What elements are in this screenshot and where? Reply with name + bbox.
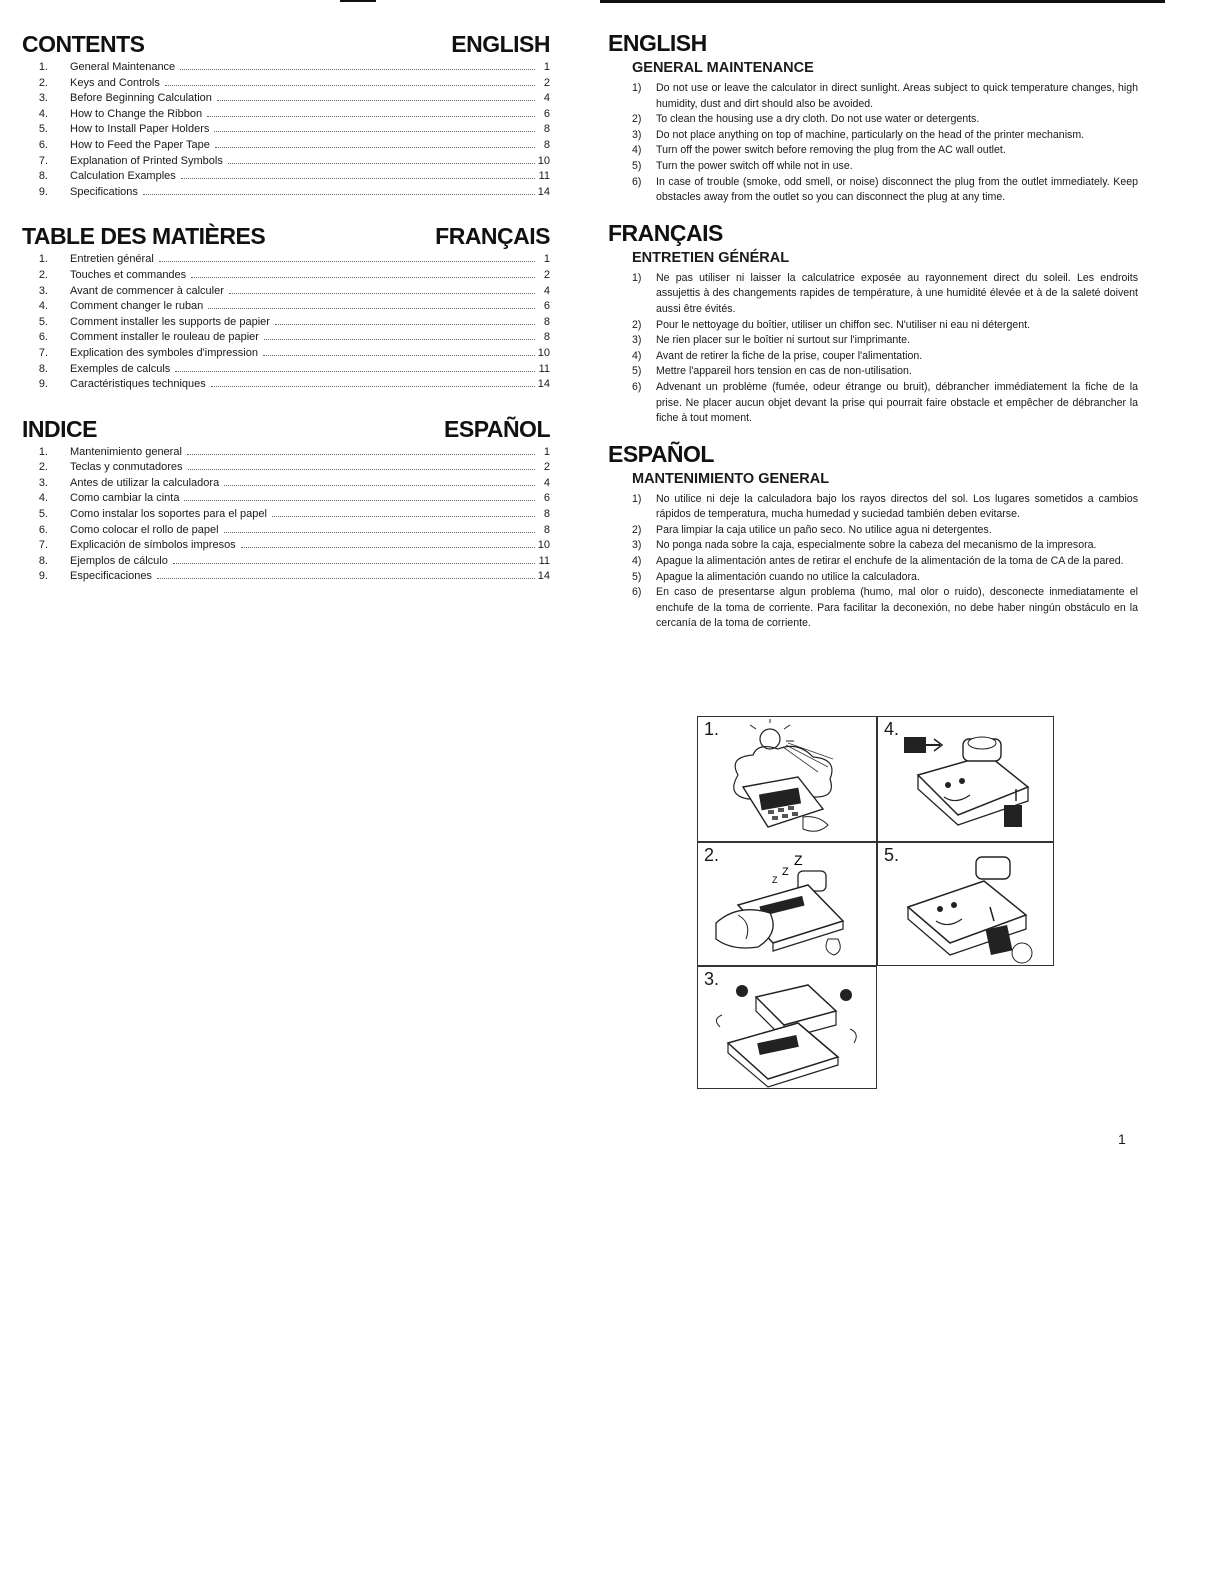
- toc-entry[interactable]: [22, 569, 550, 585]
- toc-entry[interactable]: [22, 122, 550, 138]
- maintenance-item-text: Pour le nettoyage du boîtier, utiliser un chiffon sec. N'utiliser ni eau ni détergent.: [656, 318, 1031, 331]
- maintenance-item: [608, 349, 1138, 365]
- toc-entry-number: 2.: [38, 461, 48, 474]
- toc-leader-dots: [275, 324, 535, 325]
- toc-entry-page: 4: [543, 92, 550, 105]
- toc-entry-number: 6.: [38, 331, 48, 344]
- unplug-calculator-icon: [878, 717, 1054, 842]
- toc-entry-number: 7.: [38, 539, 48, 552]
- toc-entry-title: Especificaciones: [70, 570, 152, 583]
- toc-entry-page: 8: [543, 138, 550, 151]
- toc-entry-page: 2: [543, 76, 550, 89]
- toc-entry-title: Explication des symboles d'impression: [70, 346, 258, 359]
- cleaning-calculator-icon: [698, 843, 877, 966]
- toc-entry-page: 10: [537, 154, 550, 167]
- toc-entry-number: 1.: [38, 445, 48, 458]
- panel-2: [697, 842, 877, 966]
- toc-leader-dots: [165, 85, 535, 86]
- toc-list: [22, 445, 550, 585]
- maintenance-item-number: 3): [632, 334, 642, 347]
- toc-entry-page: 11: [538, 362, 550, 375]
- toc-entry-number: 8.: [38, 362, 48, 375]
- toc-language: FRANÇAIS: [435, 223, 550, 250]
- toc-entry-page: 6: [543, 492, 550, 505]
- section-subtitle: GENERAL MAINTENANCE: [632, 60, 814, 76]
- maintenance-item: [608, 333, 1138, 349]
- page-number: 1: [1118, 1131, 1126, 1147]
- toc-entry-number: 4.: [38, 300, 48, 313]
- toc-entry-page: 6: [543, 107, 550, 120]
- toc-leader-dots: [224, 485, 535, 486]
- top-rule-short: [340, 0, 376, 2]
- section-language-heading: FRANÇAIS: [608, 219, 723, 246]
- panel-label: 1.: [704, 719, 720, 739]
- toc-entry-page: 8: [543, 123, 550, 136]
- toc-entry[interactable]: [22, 445, 550, 461]
- toc-entry-page: 8: [543, 331, 550, 344]
- maintenance-item-number: 5): [632, 159, 642, 172]
- maintenance-item: [608, 523, 1138, 539]
- toc-entry-page: 1: [543, 445, 550, 458]
- maintenance-item-text: No utilice ni deje la calculadora bajo los rayos directos del sol. Los lugares sometidos a cambios rápidos de temperatura, mucha humedad y suciedad también deben evitarse.: [656, 492, 1138, 521]
- toc-entry[interactable]: [22, 91, 550, 107]
- toc-leader-dots: [264, 339, 535, 340]
- toc-leader-dots: [211, 386, 535, 387]
- section-subtitle: MANTENIMIENTO GENERAL: [632, 470, 830, 487]
- toc-entry-page: 4: [543, 476, 550, 489]
- toc-entry-page: 8: [543, 315, 550, 328]
- toc-entry-title: Entretien général: [70, 253, 154, 266]
- maintenance-item-text: Turn off the power switch before removing the plug from the AC wall outlet.: [656, 144, 1006, 157]
- maintenance-item-number: 6): [632, 175, 642, 188]
- toc-entry-number: 6.: [38, 523, 48, 536]
- panel-label: 4.: [884, 719, 900, 739]
- svg-text:Z: Z: [772, 875, 778, 885]
- toc-entry[interactable]: [22, 377, 550, 393]
- maintenance-item-number: 3): [632, 128, 642, 141]
- toc-entry-page: 11: [538, 170, 550, 183]
- maintenance-item-number: 4): [632, 555, 642, 568]
- toc-entry-number: 1.: [38, 61, 48, 73]
- maintenance-item-number: 4): [632, 349, 642, 362]
- toc-entry-title: Specifications: [70, 185, 138, 198]
- toc-entry[interactable]: [22, 315, 550, 331]
- maintenance-item-number: 5): [632, 365, 642, 378]
- toc-language: ESPAÑOL: [444, 415, 550, 442]
- toc-entry-number: 9.: [38, 570, 48, 583]
- toc-entry-number: 6.: [38, 138, 48, 151]
- maintenance-item-number: 1): [632, 82, 642, 94]
- toc-title: CONTENTS: [22, 31, 145, 57]
- svg-text:Z: Z: [782, 866, 789, 878]
- toc-entry[interactable]: [22, 284, 550, 300]
- maintenance-item-text: No ponga nada sobre la caja, especialmente sobre la cabeza del mecanismo de la impresora.: [656, 539, 1097, 552]
- toc-entry-number: 5.: [38, 123, 48, 136]
- maintenance-item-number: 6): [632, 380, 642, 393]
- maintenance-item: [608, 271, 1138, 318]
- toc-entry-title: Ejemplos de cálculo: [70, 554, 168, 567]
- maintenance-item-number: 2): [632, 523, 642, 536]
- toc-entry-title: General Maintenance: [70, 61, 176, 73]
- toc-entry-page: 2: [543, 268, 550, 281]
- toc-entry-number: 5.: [38, 508, 48, 521]
- toc-entry-title: Comment installer les supports de papier: [70, 315, 270, 328]
- toc-entry-number: 3.: [38, 284, 48, 297]
- toc-entry-page: 11: [538, 554, 550, 567]
- maintenance-item: [608, 143, 1138, 159]
- section-english: [608, 28, 1138, 206]
- panel-1: [697, 716, 877, 842]
- toc-entry-title: Antes de utilizar la calculadora: [70, 476, 220, 489]
- maintenance-item-number: 2): [632, 318, 642, 331]
- section-subtitle: ENTRETIEN GÉNÉRAL: [632, 249, 790, 266]
- toc-entry-title: Explicación de símbolos impresos: [70, 539, 236, 552]
- toc-entry-title: Keys and Controls: [70, 76, 160, 89]
- maintenance-list: [608, 81, 1138, 206]
- toc-entry-page: 10: [537, 539, 550, 552]
- toc-entry-title: How to Change the Ribbon: [70, 107, 203, 120]
- maintenance-item: [608, 318, 1138, 334]
- toc-french: [22, 220, 550, 392]
- section-language-heading: ENGLISH: [608, 30, 707, 56]
- toc-entry[interactable]: [22, 60, 550, 76]
- maintenance-item-text: Ne pas utiliser ni laisser la calculatrice exposée au rayonnement direct du soleil. Les endroits assujettis à des changements rapides de température, à une humidité élevée et à de la saleté doivent aussi être évités.: [656, 271, 1138, 315]
- toc-entry-title: Como colocar el rollo de papel: [70, 523, 219, 536]
- toc-list: [22, 252, 550, 392]
- panel-label: 5.: [884, 845, 900, 865]
- toc-entry[interactable]: [22, 76, 550, 92]
- toc-entry[interactable]: [22, 491, 550, 507]
- toc-entry[interactable]: [22, 169, 550, 185]
- maintenance-item-text: Para limpiar la caja utilice un paño seco. No utilice agua ni detergentes.: [656, 523, 992, 536]
- top-rule-long: [600, 0, 1165, 3]
- toc-leader-dots: [208, 308, 535, 309]
- maintenance-item: [608, 380, 1138, 427]
- toc-leader-dots: [224, 532, 535, 533]
- toc-header: [22, 28, 550, 58]
- calculator-in-sun-icon: [698, 717, 877, 842]
- toc-entry[interactable]: [22, 330, 550, 346]
- toc-entry-title: Calculation Examples: [70, 170, 176, 183]
- toc-entry-number: 2.: [38, 76, 48, 89]
- toc-entry[interactable]: [22, 268, 550, 284]
- toc-entry[interactable]: [22, 299, 550, 315]
- toc-entry-title: Como cambiar la cinta: [70, 492, 180, 505]
- toc-entry-page: 8: [543, 523, 550, 536]
- maintenance-item-text: Advenant un problème (fumée, odeur étrange ou bruit), débrancher immédiatement la fiche de la prise. Ne placer aucun objet devant la prise qui pourrait faire obstacle et empêcher de débrancher la fiche à tout moment.: [656, 380, 1138, 425]
- toc-entry-number: 8.: [38, 554, 48, 567]
- toc-entry-page: 4: [543, 284, 550, 297]
- toc-entry-page: 6: [543, 300, 550, 313]
- toc-language: ENGLISH: [451, 31, 550, 57]
- toc-leader-dots: [263, 355, 535, 356]
- maintenance-item: [608, 81, 1138, 112]
- toc-entry-page: 14: [537, 570, 550, 583]
- toc-leader-dots: [187, 454, 535, 455]
- toc-entry-number: 2.: [38, 268, 48, 281]
- maintenance-item: [608, 570, 1138, 586]
- toc-leader-dots: [191, 277, 535, 278]
- maintenance-item-number: 5): [632, 570, 642, 583]
- toc-leader-dots: [157, 578, 535, 579]
- toc-title: TABLE DES MATIÈRES: [22, 223, 266, 250]
- maintenance-illustrations: [697, 716, 1054, 1089]
- toc-leader-dots: [228, 163, 535, 164]
- toc-entry-title: Caractéristiques techniques: [70, 378, 206, 391]
- maintenance-list: [608, 492, 1138, 632]
- toc-header: [22, 220, 550, 250]
- maintenance-item-number: 3): [632, 539, 642, 552]
- toc-entry-number: 3.: [38, 92, 48, 105]
- toc-entry[interactable]: [22, 107, 550, 123]
- toc-leader-dots: [159, 261, 535, 262]
- toc-entry[interactable]: [22, 523, 550, 539]
- toc-entry[interactable]: [22, 554, 550, 570]
- section-spanish: [608, 439, 1138, 632]
- contents-column: [22, 28, 550, 605]
- toc-entry-number: 1.: [38, 253, 48, 266]
- toc-leader-dots: [207, 116, 535, 117]
- toc-entry-number: 9.: [38, 185, 48, 198]
- panel-5: [877, 842, 1054, 966]
- maintenance-item-text: To clean the housing use a dry cloth. Do not use water or detergents.: [656, 113, 980, 126]
- maintenance-item-number: 6): [632, 586, 642, 599]
- toc-entry-title: Exemples de calculs: [70, 362, 171, 375]
- toc-entry[interactable]: [22, 185, 550, 201]
- maintenance-item-number: 4): [632, 144, 642, 157]
- toc-leader-dots: [143, 194, 535, 195]
- toc-leader-dots: [181, 178, 535, 179]
- toc-entry-page: 1: [543, 253, 550, 266]
- toc-entry-title: Como instalar los soportes para el papel: [70, 508, 267, 521]
- toc-leader-dots: [272, 516, 535, 517]
- maintenance-item: [608, 585, 1138, 632]
- toc-entry[interactable]: [22, 154, 550, 170]
- svg-text:Z: Z: [794, 852, 803, 868]
- maintenance-item-number: 2): [632, 113, 642, 126]
- section-french: [608, 218, 1138, 427]
- maintenance-item: [608, 112, 1138, 128]
- toc-entry-title: Explanation of Printed Symbols: [70, 154, 223, 167]
- toc-leader-dots: [229, 293, 535, 294]
- toc-entry-page: 14: [537, 378, 550, 391]
- toc-entry-title: Teclas y conmutadores: [70, 461, 183, 474]
- maintenance-item: [608, 554, 1138, 570]
- maintenance-item: [608, 128, 1138, 144]
- toc-entry-page: 8: [543, 508, 550, 521]
- toc-header: [22, 413, 550, 443]
- panel-3: [697, 966, 877, 1089]
- toc-entry[interactable]: [22, 138, 550, 154]
- toc-entry-title: Mantenimiento general: [70, 445, 182, 458]
- toc-entry-number: 9.: [38, 378, 48, 391]
- maintenance-item-text: Ne rien placer sur le boîtier ni surtout sur l'imprimante.: [656, 334, 911, 347]
- toc-entry[interactable]: [22, 460, 550, 476]
- panel-4: [877, 716, 1054, 842]
- toc-entry-page: 1: [543, 61, 550, 73]
- toc-entry[interactable]: [22, 538, 550, 554]
- maintenance-item-text: Apague la alimentación cuando no utilice la calculadora.: [656, 570, 920, 583]
- maintenance-item: [608, 159, 1138, 175]
- power-off-calculator-icon: [878, 843, 1054, 966]
- maintenance-list: [608, 271, 1138, 427]
- maintenance-item-text: Avant de retirer la fiche de la prise, couper l'alimentation.: [656, 349, 923, 362]
- toc-leader-dots: [214, 131, 535, 132]
- toc-entry-number: 4.: [38, 492, 48, 505]
- maintenance-item-number: 1): [632, 271, 642, 284]
- toc-entry-number: 8.: [38, 170, 48, 183]
- toc-entry-title: Touches et commandes: [70, 268, 187, 281]
- toc-leader-dots: [175, 371, 535, 372]
- maintenance-item-text: Do not use or leave the calculator in direct sunlight. Areas subject to quick temperature changes, high humidity, dust and dirt should also be avoided.: [656, 82, 1138, 110]
- toc-english: [22, 28, 550, 200]
- toc-entry-title: Before Beginning Calculation: [70, 92, 212, 105]
- toc-entry[interactable]: [22, 476, 550, 492]
- toc-entry-number: 4.: [38, 107, 48, 120]
- toc-list: [22, 60, 550, 200]
- toc-leader-dots: [180, 69, 535, 70]
- maintenance-item: [608, 492, 1138, 523]
- toc-entry-page: 14: [537, 185, 550, 198]
- maintenance-item-number: 1): [632, 492, 642, 505]
- toc-entry-page: 2: [543, 461, 550, 474]
- panel-label: 2.: [704, 845, 720, 865]
- toc-leader-dots: [188, 469, 536, 470]
- toc-spanish: [22, 413, 550, 585]
- maintenance-item: [608, 364, 1138, 380]
- maintenance-item: [608, 538, 1138, 554]
- toc-entry-number: 5.: [38, 315, 48, 328]
- toc-entry-number: 7.: [38, 154, 48, 167]
- maintenance-item-text: Apague la alimentación antes de retirar el enchufe de la alimentación de la toma de CA de la pared.: [656, 555, 1124, 568]
- toc-leader-dots: [184, 500, 535, 501]
- toc-entry-title: Avant de commencer à calculer: [70, 284, 224, 297]
- toc-entry-title: Comment installer le rouleau de papier: [70, 331, 259, 344]
- maintenance-item-text: Turn the power switch off while not in use.: [656, 159, 853, 172]
- maintenance-column: [608, 28, 1138, 640]
- maintenance-item: [608, 175, 1138, 206]
- panel-label: 3.: [704, 969, 720, 989]
- section-language-heading: ESPAÑOL: [608, 440, 714, 467]
- toc-leader-dots: [217, 100, 535, 101]
- toc-leader-dots: [241, 547, 535, 548]
- toc-entry-title: How to Feed the Paper Tape: [70, 138, 210, 151]
- toc-entry[interactable]: [22, 362, 550, 378]
- maintenance-item-text: Do not place anything on top of machine, particularly on the head of the printer mechanism.: [656, 128, 1085, 141]
- object-on-calculator-icon: [698, 967, 877, 1089]
- toc-entry-page: 10: [537, 346, 550, 359]
- toc-entry-title: How to Install Paper Holders: [70, 123, 210, 136]
- toc-entry-number: 7.: [38, 346, 48, 359]
- toc-title: INDICE: [22, 415, 97, 442]
- maintenance-item-text: En caso de presentarse algun problema (humo, mal olor o ruido), desconecte inmediatamente el enchufe de la toma de corriente. Para facilitar la deconexión, no debe haber ningún obstáculo en la cercanía de la toma de corriente.: [656, 586, 1138, 630]
- toc-entry-number: 3.: [38, 476, 48, 489]
- toc-leader-dots: [215, 147, 535, 148]
- maintenance-item-text: In case of trouble (smoke, odd smell, or noise) disconnect the plug from the outlet immediately. Keep obstacles away from the outlet so you can disconnect the plug at any time.: [656, 175, 1138, 204]
- toc-entry[interactable]: [22, 252, 550, 268]
- toc-entry[interactable]: [22, 507, 550, 523]
- maintenance-item-text: Mettre l'appareil hors tension en cas de non-utilisation.: [656, 365, 912, 378]
- toc-entry-title: Comment changer le ruban: [70, 300, 204, 313]
- toc-entry[interactable]: [22, 346, 550, 362]
- toc-leader-dots: [173, 563, 535, 564]
